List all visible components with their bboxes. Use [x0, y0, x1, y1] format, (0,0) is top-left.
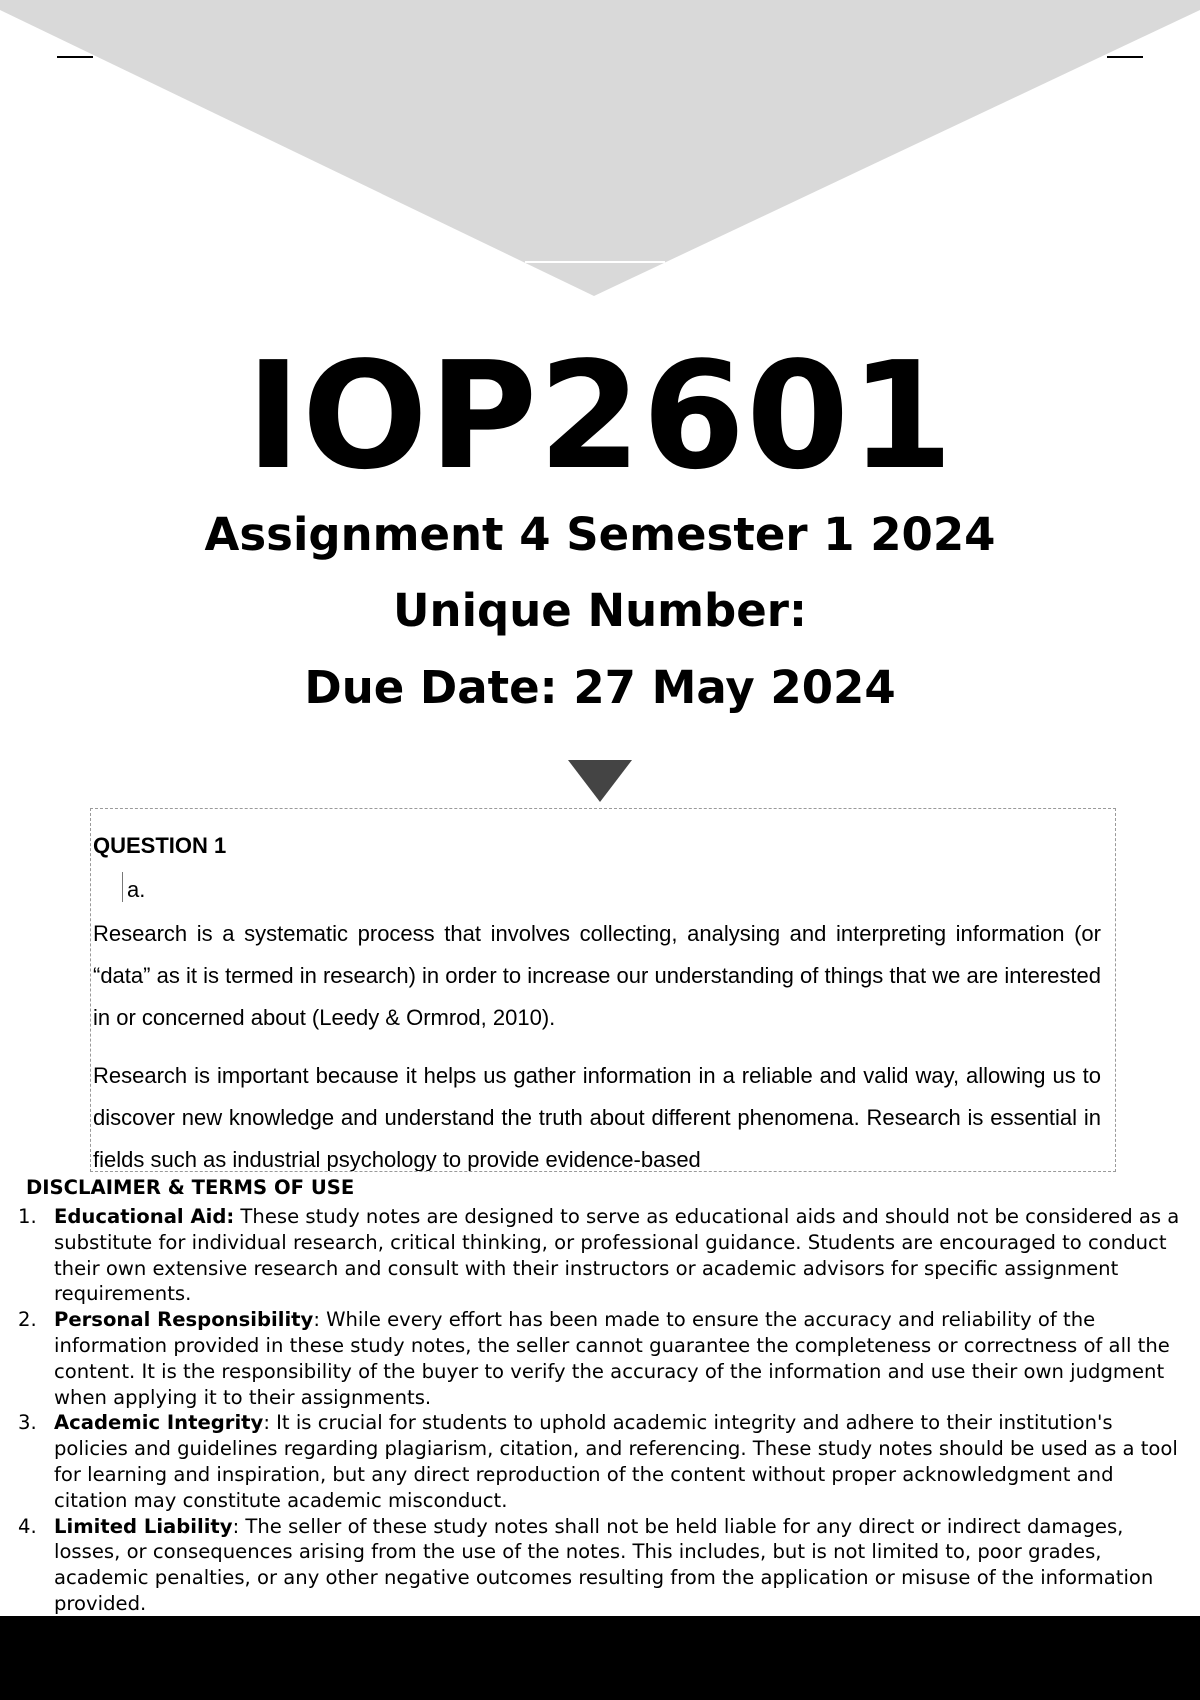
term-item: [0, 1307, 1190, 1410]
term-title: Limited Liability: [54, 1514, 233, 1538]
term-number: 1.: [18, 1205, 37, 1228]
down-arrow-icon: [568, 760, 632, 802]
term-text: : The seller of these study notes shall not be held liable for any direct or indirect damages, losses, or consequences arising from the use of the notes. This includes, but is not limited to, poor grades, academic penalties, or any other negative outcomes resulting from the application or misuse of the information provided.: [54, 1514, 1154, 1615]
corner-rule-left: [57, 56, 93, 58]
banner-chevron-shape: [0, 0, 1200, 296]
term-number: 2.: [18, 1308, 37, 1332]
answer-paragraph: Research is a systematic process that involves collecting, analysing and interpreting information (or “data” as it is termed in research) in order to increase our understanding of things that we are interested in or concerned about (Leedy & Ormrod, 2010).: [93, 921, 1101, 1030]
chevron-banner: [0, 0, 1200, 300]
term-title: Personal Responsibility: [54, 1308, 314, 1332]
term-title: Academic Integrity: [54, 1411, 264, 1435]
answer-paragraph: Research is important because it helps us gather information in a reliable and valid way, allowing us to discover new knowledge and understand the truth about different phenomena. Research is essential in fields such as industrial psychology to provide evidence-based: [93, 1063, 1101, 1172]
course-code-title: IOP2601: [245, 330, 955, 502]
term-number: 4.: [18, 1514, 37, 1538]
assignment-title: Assignment 4 Semester 1 2024: [204, 508, 996, 561]
term-text: : While every effort has been made to ensure the accuracy and reliability of the information provided in these study notes, the seller cannot guarantee the completeness or correctness of all the content. It is the responsibility of the buyer to verify the accuracy of the information and use their own judgment when applying it to their assignments.: [54, 1308, 1170, 1409]
due-date: Due Date: 27 May 2024: [304, 661, 896, 714]
terms-list: [0, 1204, 1190, 1617]
term-item: [0, 1514, 1190, 1617]
term-title: Educational Aid:: [54, 1205, 235, 1228]
term-text: These study notes are designed to serve as educational aids and should not be considered as a substitute for individual research, critical thinking, or professional guidance. Students are encouraged to conduct their own extensive research and consult with their instructors or academic advisors for specific assignment requirements.: [54, 1205, 1180, 1306]
question-heading: QUESTION 1: [93, 833, 227, 858]
disclaimer-section: [0, 1172, 1200, 1616]
corner-rule-right: [1107, 56, 1143, 58]
content-preview-box: [90, 808, 1116, 1172]
term-item: [0, 1204, 1190, 1307]
text-cursor: [122, 872, 123, 902]
unique-number-label: Unique Number:: [393, 584, 807, 637]
term-item: [0, 1410, 1190, 1513]
term-text: : It is crucial for students to uphold academic integrity and adhere to their institution's policies and guidelines regarding plagiarism, citation, and referencing. These study notes should be used as a tool for learning and inspiration, but any direct reproduction of the content without proper acknowledgment and citation may constitute academic misconduct.: [54, 1411, 1178, 1512]
term-number: 3.: [18, 1411, 37, 1435]
question-part-label: a.: [127, 877, 146, 902]
disclaimer-title: DISCLAIMER & TERMS OF USE: [26, 1176, 355, 1199]
footer-bar: [0, 1616, 1200, 1700]
